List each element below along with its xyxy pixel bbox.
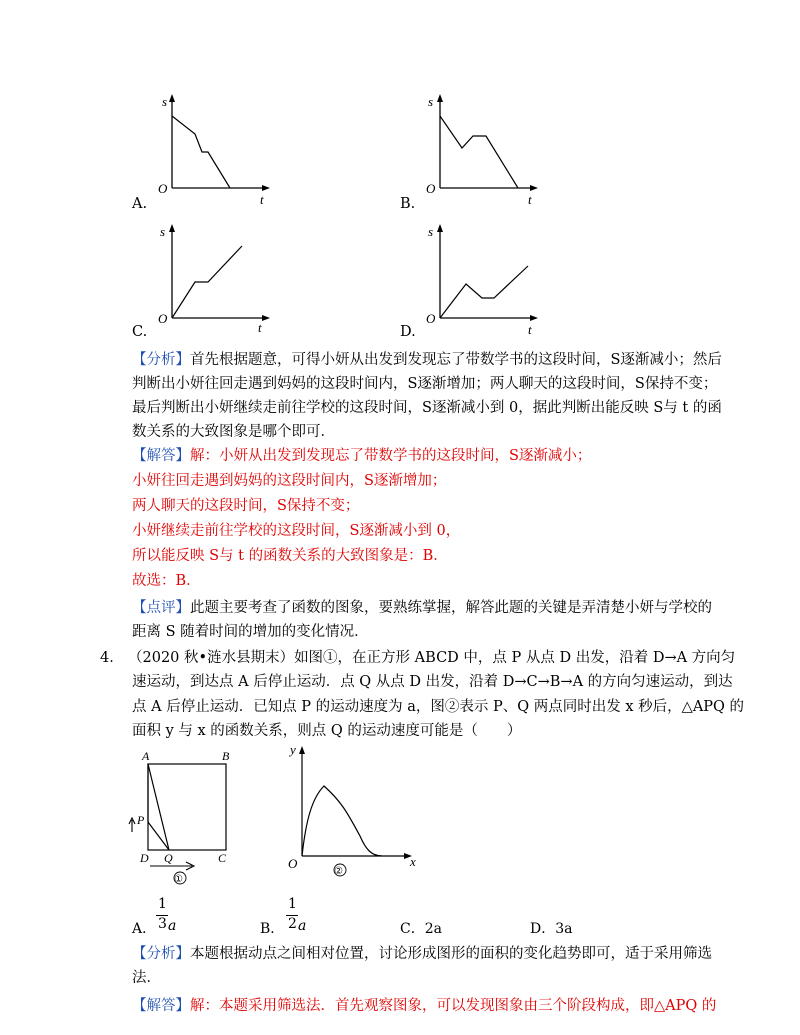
q3-comment-line-2: 距离 S 随着时间的增加的变化情况． [132,624,369,640]
option-letter: B． [260,921,285,937]
vertex-a-label: A [142,749,150,763]
q4-stem-line-1: （2020 秋•涟水县期末）如图①，在正方形 ABCD 中，点 P 从点 D 出发，沿着 D→A 方向匀 [128,650,736,666]
q3-answer-line-6: 故选：B． [132,573,201,589]
option-b-label: B. [400,196,416,212]
answer-tag: 【解答】 [132,448,190,464]
q3-analysis-line-3: 最后判断出小妍继续走前往学校的这段时间，S逐渐减小到 0，据此判断出能反映 S与 t 的函 [132,400,722,416]
q3-answer-line-2: 小妍往回走遇到妈妈的这段时间内，S逐渐增加； [132,473,447,489]
axis-x-label: x [410,854,416,869]
graph-option-d [418,222,548,342]
figure-2-caption: ② [334,866,343,877]
q3-analysis-line-1: 【分析】首先根据题意，可得小妍从出发到发现忘了带数学书的这段时间，S逐渐减小；然后 [132,352,722,368]
fraction-numerator: 1 [158,896,167,912]
q4-stem-line-2: 速运动，到达点 A 后停止运动．点 Q 从点 D 出发，沿着 D→C→B→A 的方向匀速运动，到达 [132,674,733,690]
fraction-denominator: 3 [158,916,167,932]
origin-label: O [288,856,298,871]
vertex-b-label: B [222,749,230,763]
option-variable: a [298,918,307,934]
figure-1-caption: ① [174,874,183,885]
q3-comment-line-1: 【点评】此题主要考查了函数的图象，要熟练掌握，解答此题的关键是弄清楚小妍与学校的 [132,600,712,616]
origin-label: O [426,311,436,326]
vertex-c-label: C [218,851,227,865]
axis-t-label: t [260,192,264,207]
origin-label: O [158,311,168,326]
option-value: 2a [424,921,442,937]
vertex-d-label: D [140,851,149,865]
q4-answer-line-1: 【解答】解：本题采用筛选法．首先观察图象，可以发现图象由三个阶段构成，即△APQ 的 [132,998,717,1014]
figure-2-graph [282,740,432,880]
graph-option-c [150,222,280,342]
option-c-label: C. [132,324,148,340]
figure-1-square [124,748,244,888]
q4-option-c[interactable] [400,918,442,938]
option-letter: C． [400,921,425,937]
q4-analysis-line-2: 法． [132,970,161,986]
axis-t-label: t [528,192,532,207]
axis-t-label: t [528,322,532,337]
option-a-label: A. [132,196,148,212]
axis-s-label: s [162,94,168,109]
graph-option-a [150,92,280,212]
q3-answer-line-5: 所以能反映 S与 t 的函数关系的大致图象是：B． [132,548,448,564]
option-letter: A． [132,921,157,937]
axis-s-label: s [428,224,434,239]
q4-analysis-line-1: 【分析】本题根据动点之间相对位置，讨论形成图形的面积的变化趋势即可，适于采用筛选 [132,946,712,962]
axis-y-label: y [290,742,296,757]
option-d-label: D. [400,324,416,340]
axis-s-label: s [428,94,434,109]
q3-answer-line-4: 小妍继续走前往学校的这段时间，S逐渐减小到 0， [132,523,461,539]
answer-tag: 【解答】 [132,998,190,1014]
analysis-tag: 【分析】 [132,352,190,368]
q4-option-d[interactable] [530,918,573,938]
q3-answer-line-1: 【解答】解：小妍从出发到发现忘了带数学书的这段时间，S逐渐减小； [132,448,592,464]
q4-number: 4． [100,650,124,666]
fraction-numerator: 1 [288,896,297,912]
point-q-label: Q [164,851,173,865]
option-letter: D． [530,921,556,937]
q3-analysis [132,350,722,370]
q4-stem-line-3: 点 A 后停止运动．已知点 P 的运动速度为 a，图②表示 P、Q 两点同时出发 x 秒后，△APQ 的 [132,699,745,715]
axis-t-label: t [258,320,262,335]
option-variable: a [168,918,177,934]
analysis-tag: 【分析】 [132,946,190,962]
comment-tag: 【点评】 [132,600,190,616]
option-value: 3a [555,921,573,937]
axis-s-label: s [160,224,166,239]
fraction-denominator: 2 [288,916,297,932]
q3-analysis-line-2: 判断出小妍往回走遇到妈妈的这段时间内，S逐渐增加；两人聊天的这段时间，S保持不变； [132,376,718,392]
q4-stem-line-4: 面积 y 与 x 的函数关系，则点 Q 的运动速度可能是（ ） [132,723,522,739]
origin-label: O [426,181,436,196]
q3-analysis-line-4: 数关系的大致图象是哪个即可． [132,424,335,440]
graph-option-b [418,92,548,212]
origin-label: O [158,181,168,196]
q3-answer-line-3: 两人聊天的这段时间，S保持不变； [132,498,360,514]
point-p-label: P [137,813,145,827]
